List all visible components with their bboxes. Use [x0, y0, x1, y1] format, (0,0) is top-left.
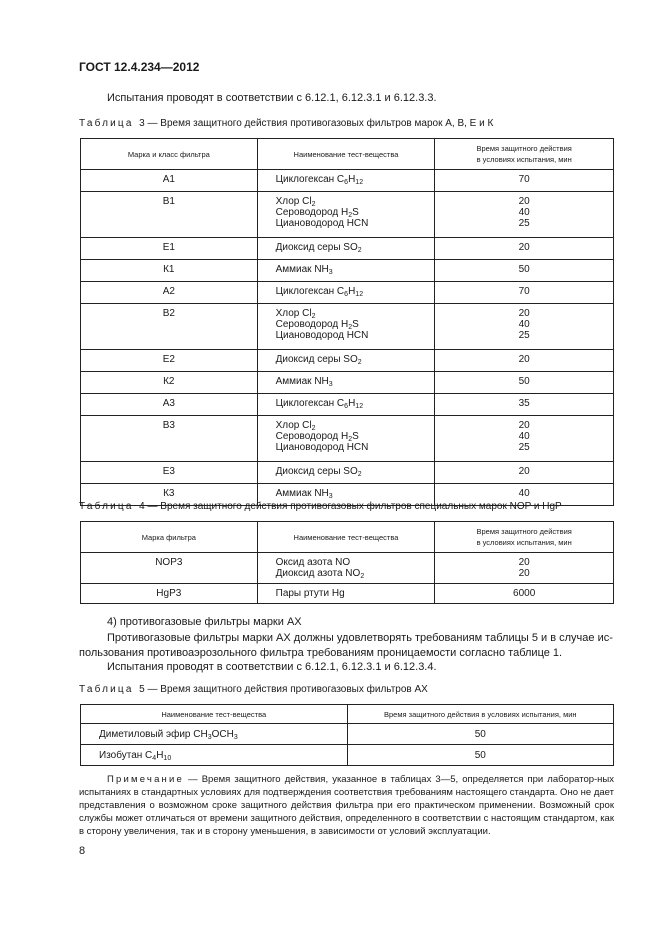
formula-subscript: 2 [311, 313, 316, 320]
substance-cell [257, 304, 435, 350]
formula-subscript: 2 [360, 573, 365, 580]
formula-text: Циклогексан C [275, 398, 345, 409]
filter-mark: А1 [162, 174, 175, 185]
formula-text: Сероводород H [275, 319, 349, 330]
table5-caption-word: Таблица [79, 684, 134, 695]
protection-time-value: 20 [518, 196, 530, 207]
formula-text: S [352, 319, 359, 330]
filter-mark-cell [81, 350, 258, 372]
filter-mark: А2 [162, 286, 175, 297]
section4-para-line1: Противогазовые фильтры марки АХ должны удовлетворять требованиям таблицы 5 и в случае ис- [107, 632, 613, 644]
filter-mark: Е2 [162, 354, 175, 365]
table4 [80, 521, 614, 604]
table5-header-time: Время защитного действия в условиях испытания, мин [347, 705, 613, 724]
substance-cell [81, 745, 348, 766]
formula-subscript: 3 [207, 733, 212, 741]
table4-row [81, 584, 614, 604]
table3-row [81, 282, 614, 304]
substance-name [99, 750, 171, 761]
formula-text: Диоксид серы SO [275, 242, 358, 253]
time-cell [435, 260, 614, 282]
filter-mark: К2 [163, 376, 175, 387]
formula-subscript: 3 [328, 493, 333, 500]
formula-text: Хлор Cl [275, 420, 312, 431]
formula-text: Хлор Cl [275, 196, 312, 207]
formula-subscript: 3 [328, 269, 333, 276]
intro-paragraph: Испытания проводят в соответствии с 6.12.1, 6.12.3.1 и 6.12.3.3. [107, 92, 437, 104]
substance-cell [257, 553, 435, 584]
protection-time-value: 20 [518, 242, 530, 253]
table3-caption-text: 3 — Время защитного действия противогазовых фильтров марок А, В, Е и К [139, 118, 494, 129]
substance-name [276, 557, 435, 568]
formula-subscript: 4 [152, 754, 157, 762]
substance-cell [257, 372, 435, 394]
protection-time-value: 70 [518, 286, 530, 297]
filter-mark-cell [81, 282, 258, 304]
substance-cell [257, 584, 435, 604]
protection-time-value: 70 [518, 174, 530, 185]
protection-time-value: 25 [518, 218, 530, 229]
table3-row [81, 192, 614, 238]
formula-text: Циклогексан C [275, 286, 345, 297]
time-cell [435, 192, 614, 238]
table3-caption-word: Таблица [79, 118, 134, 129]
filter-mark: В1 [162, 196, 175, 207]
formula-text: Изобутан C [99, 749, 153, 761]
filter-mark-cell [81, 394, 258, 416]
table4-header-substance: Наименование тест-вещества [257, 522, 435, 553]
filter-mark: Е3 [162, 466, 175, 477]
substance-cell [81, 724, 348, 745]
protection-time-value: 25 [518, 330, 530, 341]
table5 [80, 704, 614, 766]
formula-subscript: 2 [348, 212, 353, 219]
protection-time-value: 50 [518, 376, 530, 387]
formula-subscript: 2 [311, 425, 316, 432]
table4-header-time-line2: в условиях испытания, мин [476, 538, 572, 547]
substance-name [276, 207, 435, 218]
table3-row [81, 462, 614, 484]
formula-text: Диоксид азота NO [275, 568, 361, 579]
table3-row [81, 304, 614, 350]
formula-subscript: 2 [348, 324, 353, 331]
table3-row [81, 170, 614, 192]
formula-subscript: 12 [355, 179, 364, 186]
filter-mark-cell [81, 260, 258, 282]
formula-subscript: 12 [355, 403, 364, 410]
section4-para-line2: пользования противоаэрозольного фильтра требованиям проницаемости согласно таблице 1. [79, 647, 563, 659]
formula-text: S [352, 431, 359, 442]
table5-row [81, 724, 614, 745]
substance-name [276, 442, 435, 453]
substance-cell [257, 170, 435, 192]
table3-row [81, 238, 614, 260]
formula-text: H [348, 286, 356, 297]
substance-name [276, 242, 435, 253]
note-text: — Время защитного действия, указанное в таблицах 3—5, определяется при лаборатор-ных испытаниях в стандартных условиях для подтверждения соответствия требованиям настоящего стандарта. Оно не дает представления о возможном сроке защитного действия фильтра при его практическом применении. Возможный срок службы может отличаться от времени защитного действия, определенного в соответствии с настоящим стандартом, как в сторону увеличения, так и в сторону уменьшения, в зависимости от условий эксплуатации. [79, 774, 614, 837]
substance-name [276, 196, 435, 207]
filter-mark: В3 [162, 420, 175, 431]
time-cell [435, 238, 614, 260]
filter-mark: К3 [163, 488, 175, 499]
protection-time-value: 40 [518, 319, 530, 330]
formula-subscript: 10 [163, 754, 172, 762]
formula-text: Диоксид серы SO [275, 354, 358, 365]
filter-mark: К1 [163, 264, 175, 275]
table3-row [81, 394, 614, 416]
filter-mark-cell [81, 238, 258, 260]
filter-mark: Е1 [162, 242, 175, 253]
substance-name [276, 264, 435, 275]
substance-cell [257, 238, 435, 260]
protection-time-value: 25 [518, 442, 530, 453]
table4-row [81, 553, 614, 584]
filter-mark: В2 [162, 308, 175, 319]
substance-name [276, 431, 435, 442]
substance-name [276, 588, 435, 599]
formula-subscript: 6 [344, 291, 349, 298]
section4-heading: 4) противогазовые фильтры марки АХ [107, 616, 302, 628]
protection-time-value: 50 [347, 724, 613, 745]
substance-name [276, 308, 435, 319]
table3-caption [79, 118, 493, 129]
substance-cell [257, 350, 435, 372]
formula-text: Сероводород H [275, 431, 349, 442]
formula-subscript: 6 [344, 403, 349, 410]
formula-text: H [348, 398, 356, 409]
substance-name [276, 466, 435, 477]
protection-time-value: 20 [518, 308, 530, 319]
protection-time-value: 35 [518, 398, 530, 409]
table3-row [81, 416, 614, 462]
protection-time-value: 20 [518, 354, 530, 365]
formula-text: Аммиак NH [275, 264, 329, 275]
substance-cell [257, 192, 435, 238]
substance-name [276, 488, 435, 499]
protection-time-value: 20 [518, 568, 530, 579]
formula-text: Диоксид серы SO [275, 466, 358, 477]
table4-caption-text: 4 — Время защитного действия противогазовых фильтров специальных марок NOP и HgP [139, 501, 562, 512]
time-cell [435, 553, 614, 584]
formula-subscript: 2 [348, 436, 353, 443]
substance-cell [257, 416, 435, 462]
protection-time-value: 50 [518, 264, 530, 275]
table3 [80, 138, 614, 506]
formula-text: Диметиловый эфир CH [99, 728, 208, 740]
filter-mark-cell [81, 192, 258, 238]
substance-name [276, 354, 435, 365]
filter-mark-cell [81, 462, 258, 484]
filter-mark: А3 [162, 398, 175, 409]
formula-text: H [348, 174, 356, 185]
time-cell [435, 350, 614, 372]
page-number: 8 [79, 845, 86, 857]
time-cell [435, 372, 614, 394]
substance-cell [257, 282, 435, 304]
protection-time-value: 6000 [513, 588, 536, 599]
substance-name [276, 319, 435, 330]
substance-cell [257, 394, 435, 416]
table5-caption [79, 684, 428, 695]
formula-subscript: 2 [311, 201, 316, 208]
time-cell [435, 462, 614, 484]
protection-time-value: 40 [518, 207, 530, 218]
table4-caption-word: Таблица [79, 501, 134, 512]
substance-name [276, 174, 435, 185]
table4-body [81, 553, 614, 604]
formula-text: OCH [211, 728, 234, 740]
protection-time-value: 50 [347, 745, 613, 766]
formula-text: Циановодород HCN [275, 218, 369, 229]
table3-header-substance: Наименование тест-вещества [257, 139, 435, 170]
time-cell [435, 282, 614, 304]
formula-subscript: 3 [328, 381, 333, 388]
table3-header-mark: Марка и класс фильтра [81, 139, 258, 170]
formula-text: Циановодород HCN [275, 442, 369, 453]
formula-text: Хлор Cl [275, 308, 312, 319]
filter-mark: NOP3 [155, 557, 183, 568]
table5-body [81, 724, 614, 766]
substance-name [276, 398, 435, 409]
table4-header-time-line1: Время защитного действия [476, 527, 572, 536]
formula-subscript: 3 [233, 733, 238, 741]
time-cell [435, 584, 614, 604]
table5-caption-text: 5 — Время защитного действия противогазовых фильтров АХ [139, 684, 428, 695]
formula-text: Циановодород HCN [275, 330, 369, 341]
filter-mark-cell [81, 304, 258, 350]
filter-mark-cell [81, 416, 258, 462]
time-cell [435, 170, 614, 192]
protection-time-value: 40 [518, 488, 530, 499]
table3-row [81, 350, 614, 372]
table3-header-time-line2: в условиях испытания, мин [476, 155, 572, 164]
table3-row [81, 372, 614, 394]
table5-header-substance: Наименование тест-вещества [81, 705, 348, 724]
substance-name [276, 330, 435, 341]
formula-text: Сероводород H [275, 207, 349, 218]
formula-subscript: 2 [357, 247, 362, 254]
formula-text: S [352, 207, 359, 218]
filter-mark-cell [81, 584, 258, 604]
formula-text: Циклогексан C [275, 174, 345, 185]
substance-name [276, 218, 435, 229]
note-paragraph [79, 773, 614, 838]
time-cell [435, 304, 614, 350]
document-header: ГОСТ 12.4.234—2012 [79, 60, 200, 74]
formula-text: Аммиак NH [275, 376, 329, 387]
filter-mark-cell [81, 372, 258, 394]
table3-header-time-line1: Время защитного действия [476, 144, 572, 153]
filter-mark-cell [81, 553, 258, 584]
table4-header-time [435, 522, 614, 553]
formula-subscript: 12 [355, 291, 364, 298]
protection-time-value: 20 [518, 557, 530, 568]
substance-name [99, 729, 238, 740]
protection-time-value: 40 [518, 431, 530, 442]
filter-mark-cell [81, 170, 258, 192]
filter-mark: HgP3 [156, 588, 182, 599]
time-cell [435, 394, 614, 416]
substance-cell [257, 260, 435, 282]
table5-row [81, 745, 614, 766]
table4-caption [79, 501, 562, 512]
table3-header-time [435, 139, 614, 170]
formula-subscript: 2 [357, 471, 362, 478]
formula-text: Оксид азота NO [275, 557, 351, 568]
substance-name [276, 568, 435, 579]
substance-name [276, 420, 435, 431]
substance-name [276, 376, 435, 387]
protection-time-value: 20 [518, 466, 530, 477]
formula-text: Пары ртути Hg [275, 588, 345, 599]
note-word: Примечание [107, 774, 184, 785]
formula-subscript: 6 [344, 179, 349, 186]
formula-subscript: 2 [357, 359, 362, 366]
formula-text: H [156, 749, 164, 761]
substance-cell [257, 462, 435, 484]
section4-tests: Испытания проводят в соответствии с 6.12.1, 6.12.3.1 и 6.12.3.4. [107, 661, 437, 673]
protection-time-value: 20 [518, 420, 530, 431]
formula-text: Аммиак NH [275, 488, 329, 499]
substance-name [276, 286, 435, 297]
table3-row [81, 260, 614, 282]
table4-header-mark: Марка фильтра [81, 522, 258, 553]
time-cell [435, 416, 614, 462]
table3-body [81, 170, 614, 506]
